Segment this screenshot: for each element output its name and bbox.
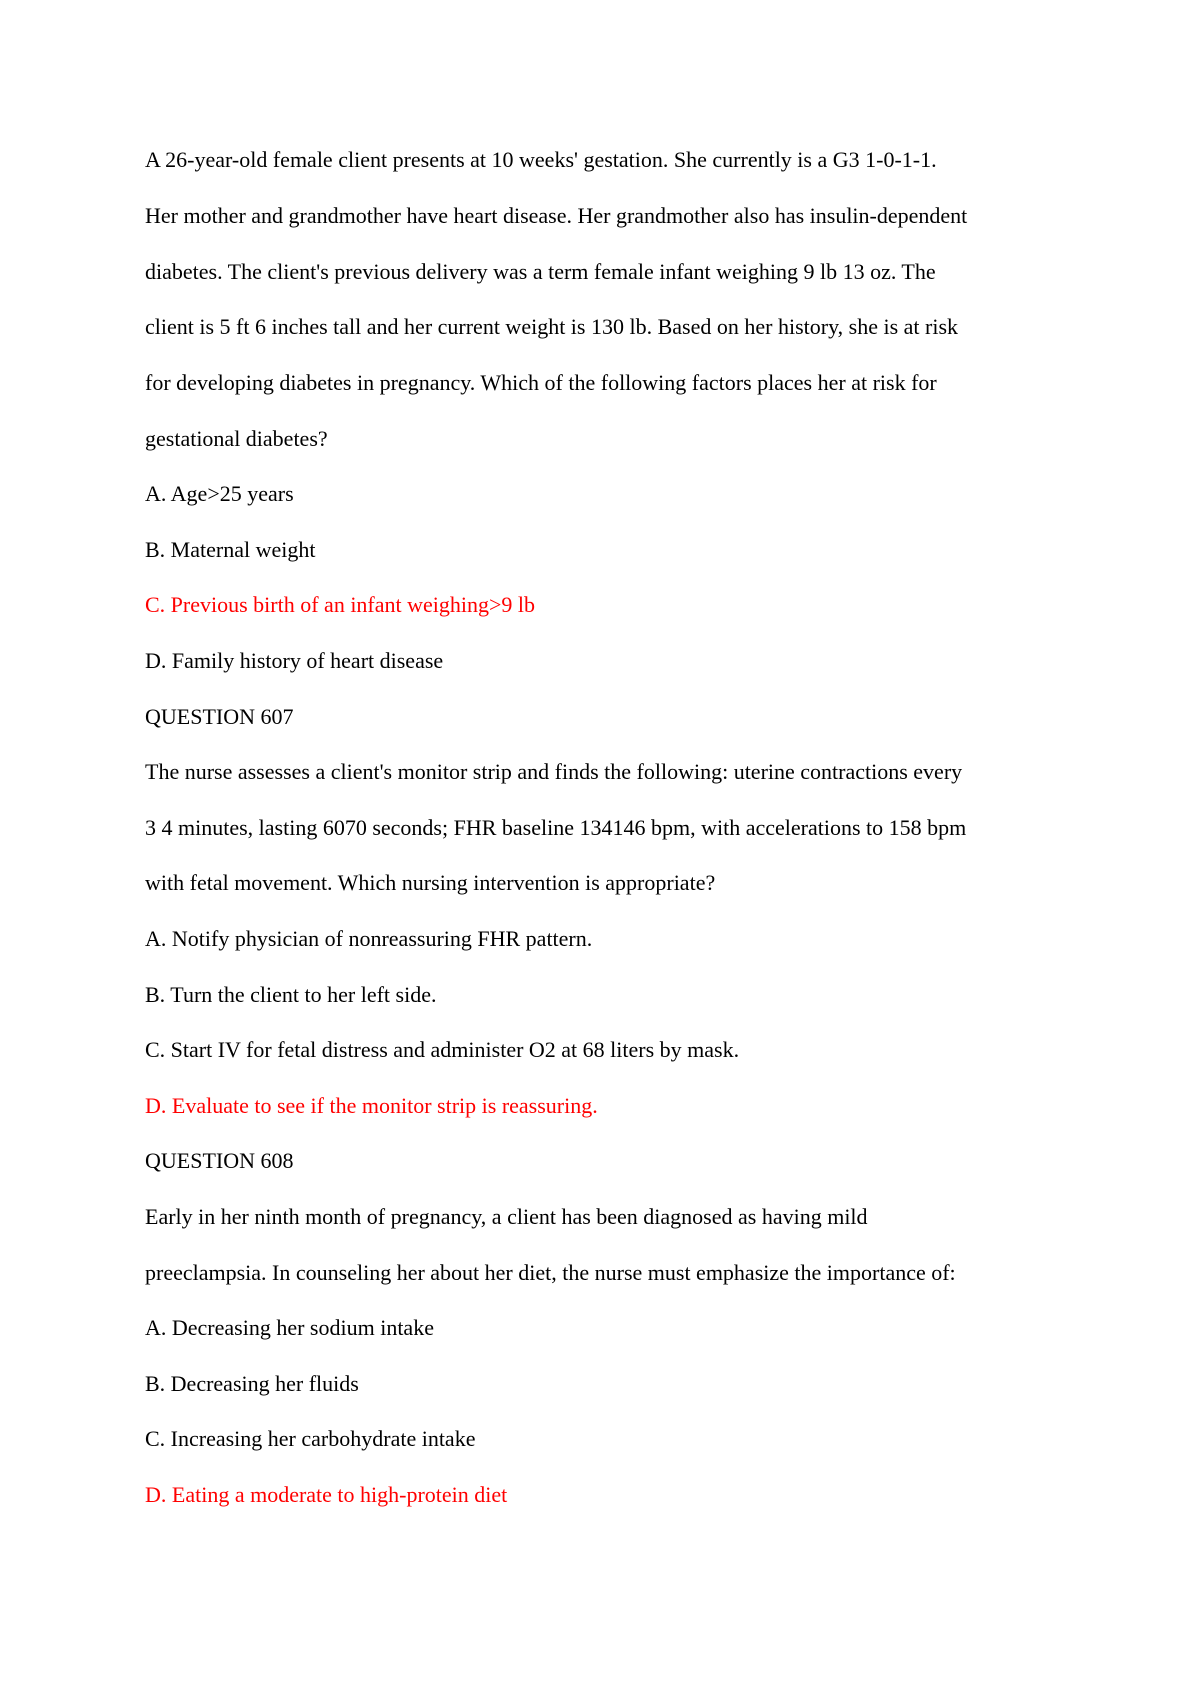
q606-option-a: A. Age>25 years [145,481,294,506]
q607-heading: QUESTION 607 [145,704,294,729]
q606-stem-line-6: gestational diabetes? [145,426,328,451]
q607-stem-line-3: with fetal movement. Which nursing intervention is appropriate? [145,870,716,895]
q607-option-c: C. Start IV for fetal distress and administer O2 at 68 liters by mask. [145,1037,740,1062]
q606-stem-line-5: for developing diabetes in pregnancy. Which of the following factors places her at risk for [145,370,937,395]
q606-stem-line-1: A 26-year-old female client presents at 10 weeks' gestation. She currently is a G3 1-0-1-1. [145,147,937,172]
q608-heading: QUESTION 608 [145,1148,294,1173]
q606-stem-line-2: Her mother and grandmother have heart disease. Her grandmother also has insulin-dependent [145,203,968,228]
q608-option-c: C. Increasing her carbohydrate intake [145,1426,476,1451]
q608-stem-line-1: Early in her ninth month of pregnancy, a client has been diagnosed as having mild [145,1204,868,1229]
q608-option-a: A. Decreasing her sodium intake [145,1315,434,1340]
q608-option-d-correct: D. Eating a moderate to high-protein diet [145,1482,508,1507]
q606-option-d: D. Family history of heart disease [145,648,444,673]
q608-option-b: B. Decreasing her fluids [145,1371,359,1396]
q607-option-b: B. Turn the client to her left side. [145,982,437,1007]
q608-stem-line-2: preeclampsia. In counseling her about her diet, the nurse must emphasize the importance of: [145,1260,956,1285]
q606-stem-line-4: client is 5 ft 6 inches tall and her current weight is 130 lb. Based on her history, she is at risk [145,314,959,339]
q606-option-b: B. Maternal weight [145,537,316,562]
q607-option-d-correct: D. Evaluate to see if the monitor strip is reassuring. [145,1093,598,1118]
q607-stem-line-1: The nurse assesses a client's monitor strip and finds the following: uterine contractions every [145,759,963,784]
q606-stem-line-3: diabetes. The client's previous delivery was a term female infant weighing 9 lb 13 oz. The [145,259,936,284]
q606-option-c-correct: C. Previous birth of an infant weighing>9 lb [145,592,536,617]
q607-stem-line-2: 3 4 minutes, lasting 6070 seconds; FHR baseline 134146 bpm, with accelerations to 158 bpm [145,815,967,840]
q607-option-a: A. Notify physician of nonreassuring FHR pattern. [145,926,593,951]
